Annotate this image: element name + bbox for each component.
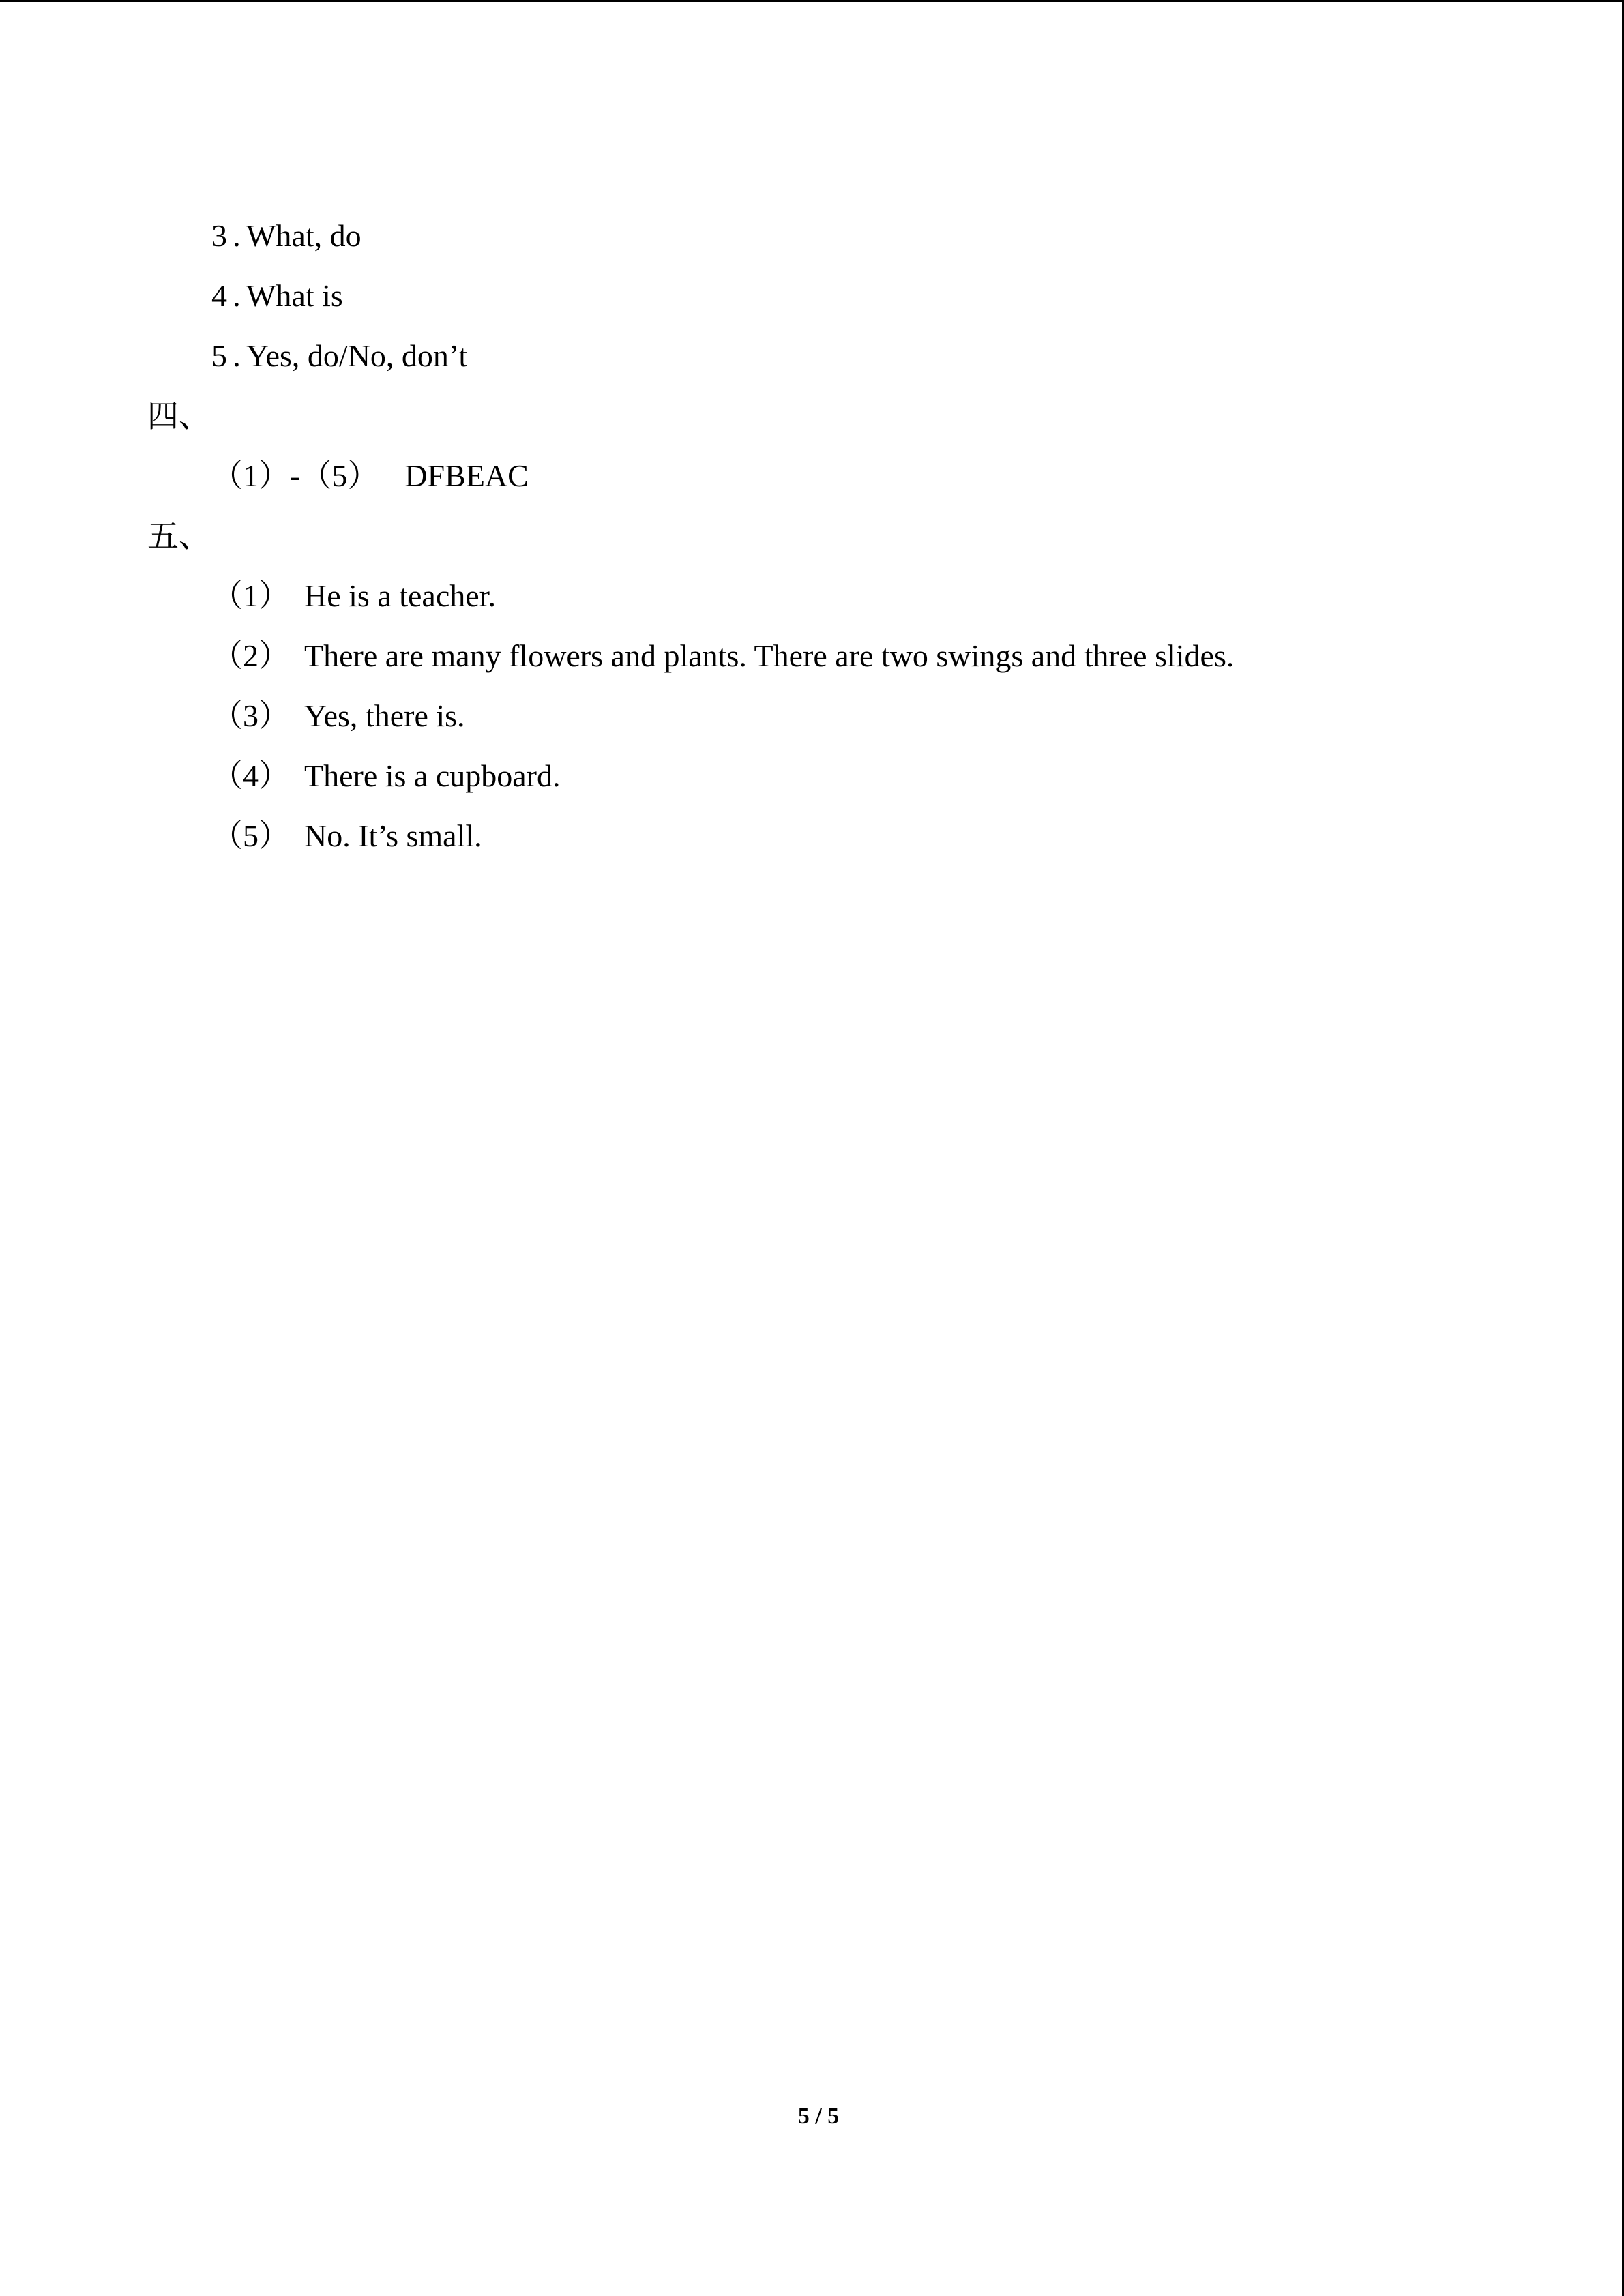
item-number: 5 (211, 338, 227, 373)
section-heading-5: 五、 (147, 518, 210, 554)
section-5-item-5 (211, 817, 482, 855)
item-number: 3 (211, 218, 227, 253)
item-number: 4 (211, 278, 227, 313)
item-text: Yes, there is. (304, 698, 465, 733)
item-label: （1） (211, 578, 290, 613)
item-separator: . (233, 218, 241, 253)
section-heading-4: 四、 (147, 398, 210, 434)
section-5-item-2 (211, 637, 1234, 675)
item-text: There are many flowers and plants. There are two swings and three slides. (304, 638, 1235, 673)
item-separator: . (233, 338, 241, 373)
item-label: （5） (211, 818, 290, 853)
item-text: No. It’s small. (304, 818, 482, 853)
range-label: （1）-（5） (211, 458, 379, 493)
item-text: He is a teacher. (304, 578, 496, 613)
answer-line-5 (211, 337, 467, 375)
item-text: Yes, do/No, don’t (246, 338, 468, 373)
page-border-top (0, 0, 1624, 2)
item-separator: . (233, 278, 241, 313)
section-5-item-4 (211, 757, 561, 795)
item-label: （4） (211, 758, 290, 793)
item-text: What is (246, 278, 343, 313)
page-number: 5 / 5 (797, 2104, 840, 2129)
item-label: （2） (211, 638, 290, 673)
item-label: （3） (211, 698, 290, 733)
item-text: What, do (246, 218, 361, 253)
section-5-item-3 (211, 697, 465, 735)
section-5-item-1 (211, 577, 496, 615)
answer-line-3 (211, 217, 361, 255)
section-4-answer-line (211, 457, 529, 495)
answer-line-4 (211, 277, 343, 315)
range-answer: DFBEAC (404, 458, 529, 493)
item-text: There is a cupboard. (304, 758, 561, 793)
